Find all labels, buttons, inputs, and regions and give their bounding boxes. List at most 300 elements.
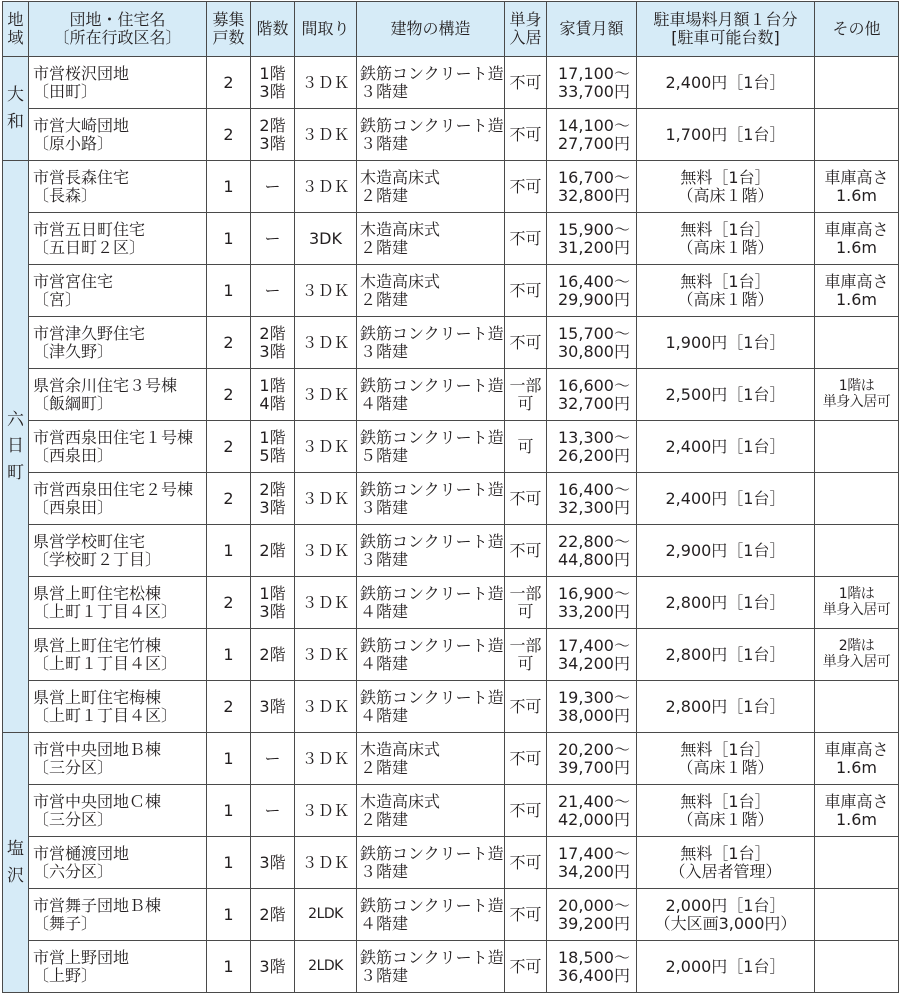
header-floor: 階数: [251, 2, 295, 57]
single-cell-line: 不可: [509, 800, 542, 820]
floor-cell: [251, 161, 295, 213]
floor-cell: [251, 629, 295, 681]
single-cell-line: 不可: [509, 228, 542, 248]
housing-name: [29, 629, 207, 681]
floor-cell-line: ー: [264, 176, 281, 196]
housing-name: [29, 889, 207, 941]
floor-cell-line: 3階: [259, 133, 286, 153]
floor-cell: [251, 109, 295, 161]
single-cell: [505, 161, 547, 213]
parking-cell: [637, 681, 815, 733]
other-cell-line: 1.6m: [835, 757, 878, 777]
floor-cell-line: 1階: [259, 583, 286, 603]
structure-cell-line: ２階建: [360, 289, 409, 309]
district-text: 〔上野〕: [33, 965, 98, 985]
housing-name: [29, 837, 207, 889]
floor-cell-line: 3階: [259, 696, 286, 716]
floor-cell: [251, 785, 295, 837]
floor-cell-line: ー: [264, 228, 281, 248]
parking-cell-line: 無料［1台］: [680, 739, 771, 759]
other-cell-line: 1.6m: [835, 185, 878, 205]
other-cell-line: 1.6m: [835, 237, 878, 257]
single-cell-line: 不可: [509, 904, 542, 924]
table-row: [3, 369, 899, 421]
units-count: 2: [207, 473, 251, 525]
other-cell: [815, 629, 899, 681]
parking-cell-line: （入居者管理）: [669, 861, 782, 881]
layout-cell: ３ＤＫ: [295, 473, 357, 525]
rent-cell-line: 30,800円: [558, 341, 630, 361]
structure-cell-line: 木造高床式: [360, 271, 441, 291]
structure-cell-line: ３階建: [360, 549, 409, 569]
floor-cell-line: 3階: [259, 956, 286, 976]
other-cell: [815, 317, 899, 369]
other-cell: [815, 577, 899, 629]
area-rokunohe: [3, 161, 29, 733]
rent-cell-line: 34,200円: [558, 653, 630, 673]
rent-cell-line: 27,700円: [558, 133, 630, 153]
structure-cell-line: 鉄筋コンクリート造: [360, 895, 504, 915]
other-cell: [815, 473, 899, 525]
table-row: [3, 733, 899, 785]
structure-cell-line: ２階建: [360, 237, 409, 257]
area-rokunohe-line: 町: [7, 462, 24, 483]
parking-cell-line: 無料［1台］: [680, 791, 771, 811]
single-cell: [505, 109, 547, 161]
layout-cell: ３ＤＫ: [295, 57, 357, 109]
table-row: [3, 629, 899, 681]
floor-cell-line: 2階: [259, 644, 286, 664]
header-layout: 間取り: [295, 2, 357, 57]
structure-cell: [357, 941, 505, 993]
other-cell: [815, 733, 899, 785]
table-row: [3, 57, 899, 109]
structure-cell-line: 鉄筋コンクリート造: [360, 687, 504, 707]
single-cell-line: 一部: [509, 583, 542, 603]
floor-cell: [251, 733, 295, 785]
single-cell-line: 可: [517, 653, 534, 673]
single-cell: [505, 421, 547, 473]
structure-cell: [357, 265, 505, 317]
structure-cell: [357, 629, 505, 681]
structure-cell-line: 木造高床式: [360, 167, 441, 187]
single-cell: [505, 525, 547, 577]
housing-name: [29, 577, 207, 629]
layout-cell: ３ＤＫ: [295, 629, 357, 681]
structure-cell-line: ４階建: [360, 601, 409, 621]
housing-name: [29, 525, 207, 577]
header-row: [3, 2, 899, 57]
parking-cell-line: 2,800円［1台］: [665, 592, 786, 612]
parking-cell-line: 1,900円［1台］: [665, 332, 786, 352]
units-count: 1: [207, 733, 251, 785]
rent-cell: [547, 265, 637, 317]
structure-cell-line: 鉄筋コンクリート造: [360, 63, 504, 83]
single-cell-line: 不可: [509, 332, 542, 352]
rent-cell: [547, 577, 637, 629]
rent-cell-line: 42,000円: [558, 809, 630, 829]
structure-cell-line: 鉄筋コンクリート造: [360, 843, 504, 863]
table-row: [3, 109, 899, 161]
structure-cell: [357, 889, 505, 941]
single-cell-line: 一部: [509, 375, 542, 395]
parking-cell: [637, 629, 815, 681]
structure-cell-line: ４階建: [360, 913, 409, 933]
rent-cell-line: 31,200円: [558, 237, 630, 257]
rent-cell-line: 29,900円: [558, 289, 630, 309]
structure-cell-line: ２階建: [360, 809, 409, 829]
floor-cell-line: 5階: [259, 445, 286, 465]
structure-cell: [357, 473, 505, 525]
parking-cell: [637, 837, 815, 889]
structure-cell: [357, 161, 505, 213]
units-count: 2: [207, 109, 251, 161]
floor-cell-line: 2階: [259, 904, 286, 924]
other-cell-line: 2階は: [838, 637, 875, 654]
structure-cell: [357, 213, 505, 265]
structure-cell-line: 鉄筋コンクリート造: [360, 635, 504, 655]
area-shiozawa-line: 塩: [7, 839, 24, 860]
housing-name-text: 市営西泉田住宅２号棟: [33, 479, 194, 499]
other-cell-line: 単身入居可: [822, 601, 891, 618]
single-cell: [505, 733, 547, 785]
layout-cell: ３ＤＫ: [295, 525, 357, 577]
parking-cell-line: 無料［1台］: [680, 167, 771, 187]
rent-cell-line: 34,200円: [558, 861, 630, 881]
single-cell: [505, 837, 547, 889]
other-cell-line: 車庫高さ: [824, 739, 889, 759]
floor-cell-line: 2階: [259, 540, 286, 560]
rent-cell-line: 32,700円: [558, 393, 630, 413]
rent-cell-line: 16,700〜: [558, 167, 630, 187]
floor-cell-line: ー: [264, 800, 281, 820]
units-count: 1: [207, 161, 251, 213]
other-cell: [815, 941, 899, 993]
district-text: 〔田町〕: [33, 81, 98, 101]
units-count: 2: [207, 421, 251, 473]
floor-cell-line: 3階: [259, 341, 286, 361]
structure-cell-line: 鉄筋コンクリート造: [360, 323, 504, 343]
district-text: 〔上町１丁目４区〕: [33, 705, 178, 725]
single-cell-line: 不可: [509, 540, 542, 560]
single-cell: [505, 785, 547, 837]
structure-cell: [357, 837, 505, 889]
single-cell: [505, 577, 547, 629]
floor-cell: [251, 265, 295, 317]
area-yamato-line: 大: [7, 85, 24, 106]
rent-cell: [547, 213, 637, 265]
layout-cell: ３ＤＫ: [295, 421, 357, 473]
structure-cell-line: 鉄筋コンクリート造: [360, 531, 504, 551]
table-row: [3, 785, 899, 837]
single-cell: [505, 317, 547, 369]
structure-cell-line: 木造高床式: [360, 791, 441, 811]
structure-cell-line: ３階建: [360, 341, 409, 361]
rent-cell: [547, 525, 637, 577]
housing-name: [29, 473, 207, 525]
header-single: 単身 入居: [505, 2, 547, 57]
single-cell-line: 不可: [509, 696, 542, 716]
rent-cell-line: 20,200〜: [558, 739, 630, 759]
single-cell-line: 不可: [509, 72, 542, 92]
layout-cell: ３ＤＫ: [295, 785, 357, 837]
floor-cell-line: 3階: [259, 852, 286, 872]
rent-cell-line: 18,500〜: [558, 947, 630, 967]
units-count: 2: [207, 317, 251, 369]
rent-cell-line: 13,300〜: [558, 427, 630, 447]
floor-cell-line: 1階: [259, 63, 286, 83]
rent-cell: [547, 785, 637, 837]
single-cell: [505, 629, 547, 681]
parking-cell-line: 1,700円［1台］: [665, 124, 786, 144]
floor-cell-line: 2階: [259, 115, 286, 135]
structure-cell-line: ５階建: [360, 445, 409, 465]
structure-cell: [357, 57, 505, 109]
rent-cell-line: 16,600〜: [558, 375, 630, 395]
housing-name: [29, 369, 207, 421]
other-cell-line: 単身入居可: [822, 393, 891, 410]
other-cell: [815, 421, 899, 473]
header-structure: 建物の構造: [357, 2, 505, 57]
other-cell: [815, 213, 899, 265]
rent-cell-line: 20,000〜: [558, 895, 630, 915]
single-cell-line: 可: [517, 601, 534, 621]
table-row: [3, 941, 899, 993]
housing-name-text: 県営上町住宅梅棟: [33, 687, 162, 707]
housing-name: [29, 57, 207, 109]
table-row: [3, 525, 899, 577]
rent-cell: [547, 421, 637, 473]
housing-name: [29, 733, 207, 785]
district-text: 〔飯綱町〕: [33, 393, 114, 413]
housing-table: [2, 1, 899, 993]
other-cell-line: 単身入居可: [822, 653, 891, 670]
rent-cell-line: 32,300円: [558, 497, 630, 517]
structure-cell: [357, 109, 505, 161]
rent-cell-line: 17,100〜: [558, 63, 630, 83]
structure-cell: [357, 525, 505, 577]
units-count: 2: [207, 369, 251, 421]
other-cell-line: 車庫高さ: [824, 167, 889, 187]
header-other: その他: [815, 2, 899, 57]
housing-name: [29, 265, 207, 317]
parking-cell-line: 2,400円［1台］: [665, 488, 786, 508]
rent-cell-line: 26,200円: [558, 445, 630, 465]
rent-cell: [547, 681, 637, 733]
floor-cell: [251, 369, 295, 421]
single-cell-line: 不可: [509, 488, 542, 508]
district-text: 〔津久野〕: [33, 341, 114, 361]
floor-cell-line: 3階: [259, 601, 286, 621]
floor-cell: [251, 57, 295, 109]
table-row: [3, 213, 899, 265]
parking-cell: [637, 785, 815, 837]
other-cell: [815, 681, 899, 733]
rent-cell-line: 16,400〜: [558, 479, 630, 499]
district-text: 〔学校町２丁目〕: [33, 549, 162, 569]
layout-cell: ３ＤＫ: [295, 577, 357, 629]
housing-name-text: 県営余川住宅３号棟: [33, 375, 178, 395]
floor-cell-line: 4階: [259, 393, 286, 413]
housing-name: [29, 421, 207, 473]
single-cell: [505, 681, 547, 733]
single-cell-line: 不可: [509, 124, 542, 144]
single-cell: [505, 369, 547, 421]
units-count: 1: [207, 265, 251, 317]
structure-cell-line: ４階建: [360, 705, 409, 725]
housing-name-text: 市営大崎団地: [33, 115, 130, 135]
header-name: 団地・住宅名 〔所在行政区名〕: [29, 2, 207, 57]
structure-cell-line: 鉄筋コンクリート造: [360, 947, 504, 967]
structure-cell: [357, 317, 505, 369]
single-cell: [505, 57, 547, 109]
structure-cell-line: ２階建: [360, 185, 409, 205]
other-cell: [815, 109, 899, 161]
layout-cell: 2LDK: [295, 889, 357, 941]
rent-cell: [547, 941, 637, 993]
layout-cell: ３ＤＫ: [295, 109, 357, 161]
parking-cell: [637, 733, 815, 785]
floor-cell-line: 3階: [259, 81, 286, 101]
structure-cell-line: 鉄筋コンクリート造: [360, 479, 504, 499]
table-row: [3, 837, 899, 889]
structure-cell: [357, 577, 505, 629]
structure-cell-line: 木造高床式: [360, 739, 441, 759]
structure-cell-line: 鉄筋コンクリート造: [360, 115, 504, 135]
district-text: 〔三分区〕: [33, 757, 114, 777]
district-text: 〔西泉田〕: [33, 445, 114, 465]
single-cell-line: 不可: [509, 748, 542, 768]
rent-cell-line: 32,800円: [558, 185, 630, 205]
housing-name-text: 県営学校町住宅: [33, 531, 146, 551]
structure-cell-line: ３階建: [360, 497, 409, 517]
housing-name-text: 県営上町住宅松棟: [33, 583, 162, 603]
housing-name: [29, 785, 207, 837]
parking-cell-line: 2,400円［1台］: [665, 72, 786, 92]
other-cell: [815, 525, 899, 577]
housing-name-text: 市営上野団地: [33, 947, 130, 967]
floor-cell: [251, 577, 295, 629]
floor-cell-line: 1階: [259, 375, 286, 395]
structure-cell-line: 鉄筋コンクリート造: [360, 427, 504, 447]
single-cell: [505, 265, 547, 317]
parking-cell-line: （高床１階）: [677, 809, 774, 829]
rent-cell-line: 21,400〜: [558, 791, 630, 811]
rent-cell-line: 36,400円: [558, 965, 630, 985]
units-count: 1: [207, 889, 251, 941]
rent-cell-line: 14,100〜: [558, 115, 630, 135]
rent-cell-line: 44,800円: [558, 549, 630, 569]
structure-cell-line: ４階建: [360, 653, 409, 673]
floor-cell: [251, 317, 295, 369]
housing-name-text: 市営舞子団地Ｂ棟: [33, 895, 162, 915]
single-cell-line: 一部: [509, 635, 542, 655]
structure-cell-line: ３階建: [360, 81, 409, 101]
single-cell-line: 不可: [509, 956, 542, 976]
housing-name-text: 市営長森住宅: [33, 167, 130, 187]
other-cell: [815, 889, 899, 941]
rent-cell: [547, 889, 637, 941]
parking-cell: [637, 161, 815, 213]
layout-cell: ３ＤＫ: [295, 733, 357, 785]
layout-cell: 2LDK: [295, 941, 357, 993]
district-text: 〔原小路〕: [33, 133, 114, 153]
area-rokunohe-line: 日: [7, 436, 24, 457]
rent-cell-line: 16,900〜: [558, 583, 630, 603]
rent-cell-line: 17,400〜: [558, 635, 630, 655]
parking-cell-line: 無料［1台］: [680, 219, 771, 239]
rent-cell-line: 16,400〜: [558, 271, 630, 291]
area-shiozawa: [3, 733, 29, 993]
parking-cell: [637, 369, 815, 421]
single-cell-line: 可: [517, 393, 534, 413]
rent-cell-line: 22,800〜: [558, 531, 630, 551]
housing-name-text: 市営津久野住宅: [33, 323, 146, 343]
area-yamato-line: 和: [7, 111, 24, 132]
floor-cell: [251, 889, 295, 941]
floor-cell: [251, 837, 295, 889]
district-text: 〔上町１丁目４区〕: [33, 601, 178, 621]
parking-cell: [637, 265, 815, 317]
housing-name-text: 市営中央団地Ｂ棟: [33, 739, 162, 759]
layout-cell: ３ＤＫ: [295, 161, 357, 213]
other-cell: [815, 369, 899, 421]
housing-name: [29, 213, 207, 265]
single-cell-line: 不可: [509, 280, 542, 300]
units-count: 1: [207, 837, 251, 889]
housing-name-text: 市営宮住宅: [33, 271, 114, 291]
floor-cell-line: 2階: [259, 479, 286, 499]
parking-cell: [637, 317, 815, 369]
other-cell: [815, 161, 899, 213]
parking-cell-line: 2,800円［1台］: [665, 696, 786, 716]
rent-cell: [547, 317, 637, 369]
rent-cell-line: 33,700円: [558, 81, 630, 101]
layout-cell: 3DK: [295, 213, 357, 265]
floor-cell-line: ー: [264, 280, 281, 300]
header-rent: 家賃月額: [547, 2, 637, 57]
area-rokunohe-line: 六: [7, 409, 24, 430]
rent-cell: [547, 733, 637, 785]
parking-cell-line: 無料［1台］: [680, 271, 771, 291]
area-yamato: [3, 57, 29, 161]
parking-cell: [637, 941, 815, 993]
parking-cell-line: 2,500円［1台］: [665, 384, 786, 404]
district-text: 〔舞子〕: [33, 913, 98, 933]
structure-cell: [357, 369, 505, 421]
table-row: [3, 889, 899, 941]
rent-cell: [547, 57, 637, 109]
housing-name-text: 市営中央団地Ｃ棟: [33, 791, 162, 811]
housing-name-text: 市営西泉田住宅１号棟: [33, 427, 194, 447]
layout-cell: ３ＤＫ: [295, 681, 357, 733]
table-row: [3, 473, 899, 525]
parking-cell: [637, 421, 815, 473]
single-cell: [505, 889, 547, 941]
district-text: 〔六分区〕: [33, 861, 114, 881]
header-area: 地 域: [3, 2, 29, 57]
parking-cell-line: （高床１階）: [677, 237, 774, 257]
structure-cell-line: ３階建: [360, 133, 409, 153]
other-cell-line: 1.6m: [835, 809, 878, 829]
parking-cell: [637, 525, 815, 577]
table-row: [3, 421, 899, 473]
structure-cell-line: ４階建: [360, 393, 409, 413]
other-cell-line: 1.6m: [835, 289, 878, 309]
floor-cell: [251, 213, 295, 265]
units-count: 1: [207, 785, 251, 837]
parking-cell-line: 2,900円［1台］: [665, 540, 786, 560]
